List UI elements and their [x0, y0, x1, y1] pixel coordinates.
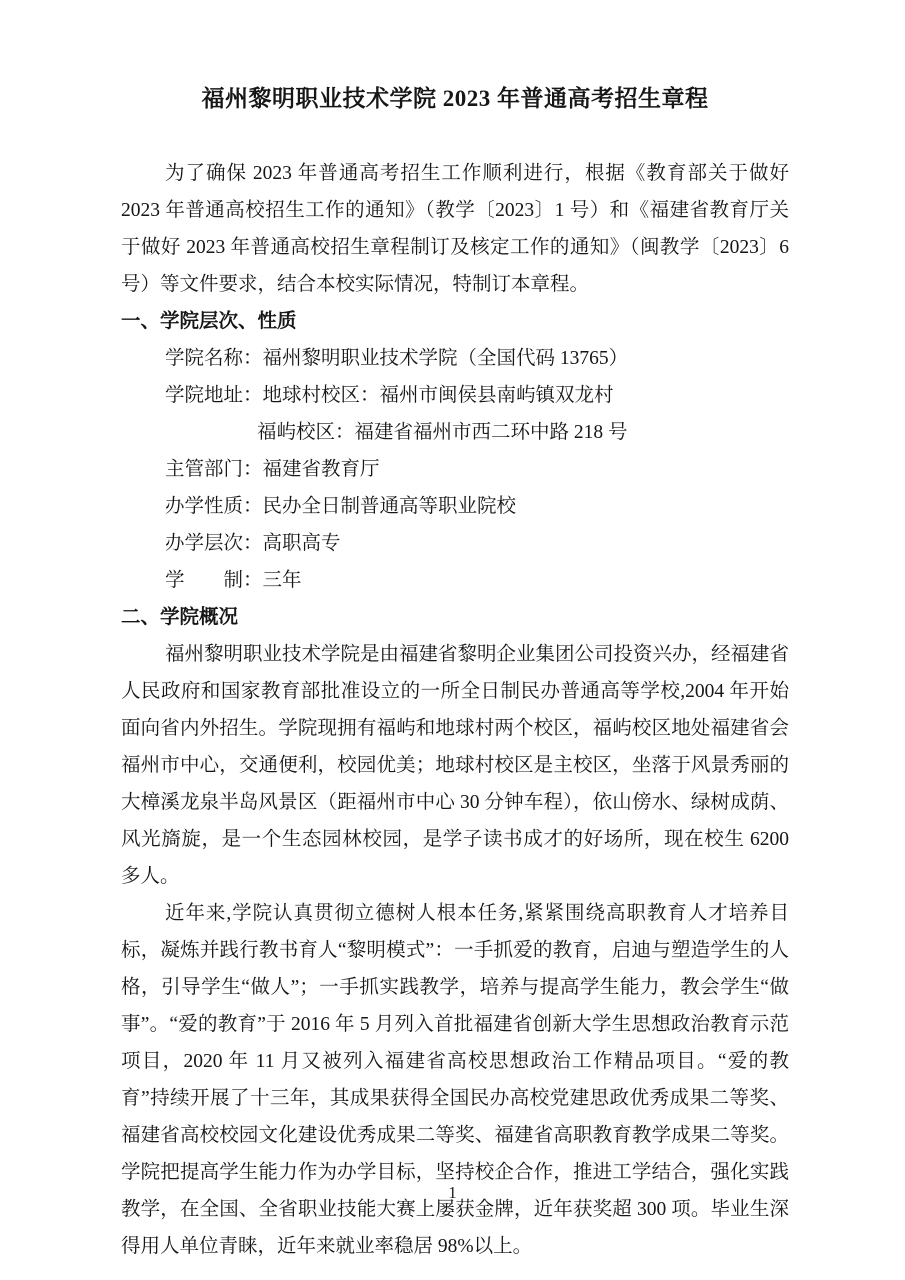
info-line-supervising-department: 主管部门：福建省教育厅	[165, 459, 380, 480]
info-line-school-level: 办学层次：高职高专	[165, 533, 341, 554]
info-line-schooling-length: 学 制：三年	[165, 570, 302, 591]
page-number: 1	[448, 1183, 457, 1202]
info-line-school-nature: 办学性质：民办全日制普通高等职业院校	[165, 496, 517, 517]
info-line-college-name: 学院名称：福州黎明职业技术学院（全国代码 13765）	[165, 348, 629, 369]
info-line-college-address: 学院地址：地球村校区：福州市闽侯县南屿镇双龙村	[165, 385, 614, 406]
intro-paragraph: 为了确保 2023 年普通高考招生工作顺利进行，根据《教育部关于做好 2023 年普通高校招生工作的通知》（教学〔2023〕1 号）和《福建省教育厅关于做好 2023 年普通高校招生章程制订及核定工作的通知》（闽教学〔2023〕6 号）等文件要求，结合本校实际情况，特制订本章程。	[121, 163, 789, 295]
info-line-fuyu-campus: 福屿校区：福建省福州市西二环中路 218 号	[257, 422, 628, 443]
section-1-heading: 一、学院层次、性质	[121, 311, 297, 332]
document-title: 福州黎明职业技术学院 2023 年普通高考招生章程	[201, 86, 709, 111]
overview-paragraph-2: 近年来,学院认真贯彻立德树人根本任务,紧紧围绕高职教育人才培养目标，凝炼并践行教书育人“黎明模式”：一手抓爱的教育，启迪与塑造学生的人格，引导学生“做人”；一手抓实践教学，培养与提高学生能力，教会学生“做事”。“爱的教育”于 2016 年 5 月列入首批福建省创新大学生思想政治教育示范项目，2020 年 11 月又被列入福建省高校思想政治工作精品项目。“爱的教育”持续开展了十三年，其成果获得全国民办高校党建思政优秀成果二等奖、福建省高校校园文化建设优秀成果二等奖、福建省高职教育教学成果二等奖。学院把提高学生能力作为办学目标，坚持校企合作，推进工学结合，强化实践教学，在全国、全省职业技能大赛上屡获金牌，近年获奖超 300 项。毕业生深得用人单位青睐，近年来就业率稳居 98%以上。	[121, 903, 789, 1257]
overview-paragraph-1: 福州黎明职业技术学院是由福建省黎明企业集团公司投资兴办，经福建省人民政府和国家教育部批准设立的一所全日制民办普通高等学校,2004 年开始面向省内外招生。学院现拥有福屿和地球村两个校区，福屿校区地处福建省会福州市中心，交通便利，校园优美；地球村校区是主校区，坐落于风景秀丽的大樟溪龙泉半岛风景区（距福州市中心 30 分钟车程），依山傍水、绿树成荫、风光旖旋，是一个生态园林校园，是学子读书成才的好场所，现在校生 6200 多人。	[121, 644, 790, 887]
section-2-heading: 二、学院概况	[121, 607, 239, 628]
